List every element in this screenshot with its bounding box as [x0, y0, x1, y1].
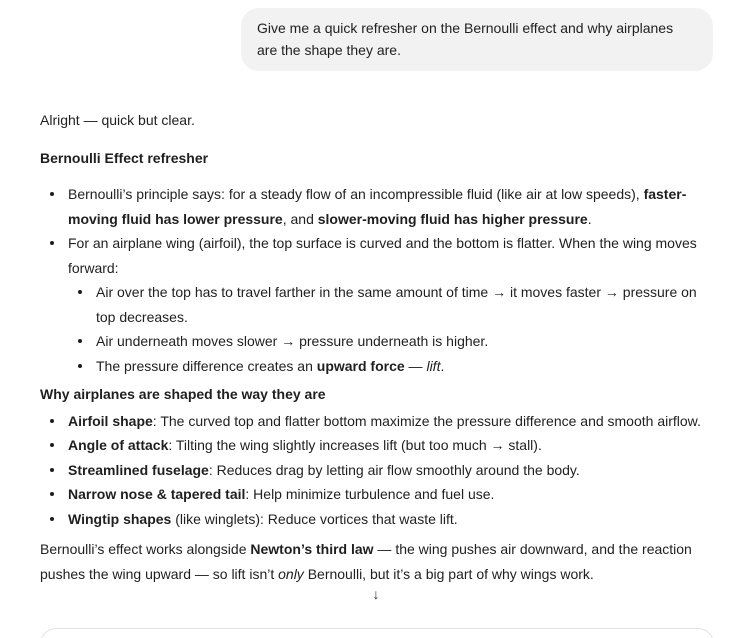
sub-bullet-text: Air underneath moves slower → pressure underneath is higher. — [96, 333, 489, 349]
list-item — [40, 507, 712, 532]
message-composer[interactable] — [40, 628, 714, 638]
shape-description: Tilting the wing slightly increases lift (but too much → stall). — [172, 437, 542, 453]
bullet-bold-text: slower-moving fluid has higher pressure — [317, 210, 588, 227]
scroll-to-bottom-button[interactable] — [365, 583, 387, 605]
sub-bullet-text: Air over the top has to travel farther in the same amount of time → it moves faster → pressure on top decreases. — [96, 284, 697, 325]
shape-separator: : — [245, 486, 250, 502]
list-item — [40, 458, 712, 483]
sub-list-item — [68, 329, 712, 354]
list-item — [40, 231, 712, 378]
bullet-text: , and — [282, 210, 318, 227]
airfoil-sublist — [68, 280, 712, 378]
sub-bullet-text: — — [404, 357, 427, 374]
shape-separator: : — [152, 412, 157, 429]
sub-bullet-bold-text: upward force — [316, 357, 405, 374]
arrow-down-icon: ↓ — [372, 586, 380, 602]
sub-bullet-text: The pressure difference creates an — [96, 357, 317, 374]
section-heading-bernoulli: Bernoulli Effect refresher — [40, 149, 209, 166]
shape-description: Reduces drag by letting air flow smoothly around the body. — [212, 461, 580, 478]
list-item — [40, 182, 712, 231]
shape-term: Narrow nose & tapered tail — [68, 486, 246, 502]
bullet-text: For an airplane wing (airfoil), the top surface is curved and the bottom is flatter. When the wing moves forward: — [68, 235, 697, 276]
sub-bullet-text: . — [440, 357, 445, 374]
shape-description: Help minimize turbulence and fuel use. — [249, 486, 495, 502]
shape-term: Airfoil shape — [68, 412, 153, 429]
sub-list-item — [68, 280, 712, 329]
bullet-bold-text: faster-moving fluid has lower pressure — [68, 186, 687, 227]
closing-text: — the wing pushes air downward, and the reaction pushes the wing upward — so lift isn’t — [40, 541, 692, 582]
response-intro: Alright — quick but clear. — [40, 112, 195, 128]
bullet-text: . — [587, 210, 592, 227]
closing-bold-text: Newton’s third law — [250, 541, 374, 557]
list-item — [40, 433, 712, 458]
shape-term: Streamlined fuselage — [68, 461, 209, 478]
bullet-text: Bernoulli’s principle says: for a steady flow of an incompressible fluid (like air at low speeds), — [68, 186, 644, 202]
closing-text: Bernoulli, but it’s a big part of why wings work. — [303, 565, 594, 582]
sub-list-item — [68, 354, 712, 379]
shape-term: Angle of attack — [68, 437, 169, 453]
shape-description: (like winglets): Reduce vortices that waste lift. — [171, 510, 458, 527]
shape-separator: : — [168, 437, 173, 453]
response-closing — [40, 537, 712, 586]
closing-italic-text: only — [278, 565, 304, 582]
list-item — [40, 482, 712, 507]
shape-description: The curved top and flatter bottom maximize the pressure difference and smooth airflow. — [156, 412, 701, 429]
bernoulli-list — [40, 182, 712, 378]
shape-list — [40, 409, 712, 532]
list-item — [40, 409, 712, 434]
user-message-bubble — [241, 8, 713, 71]
assistant-response — [40, 108, 712, 586]
user-message-text: Give me a quick refresher on the Bernoulli effect and why airplanes are the shape they are. — [257, 20, 674, 58]
closing-text: Bernoulli’s effect works alongside — [40, 541, 251, 557]
sub-bullet-italic-text: lift — [426, 357, 441, 374]
shape-separator: : — [208, 461, 213, 478]
section-heading-shapes: Why airplanes are shaped the way they are — [40, 386, 326, 402]
shape-term: Wingtip shapes — [68, 510, 172, 527]
